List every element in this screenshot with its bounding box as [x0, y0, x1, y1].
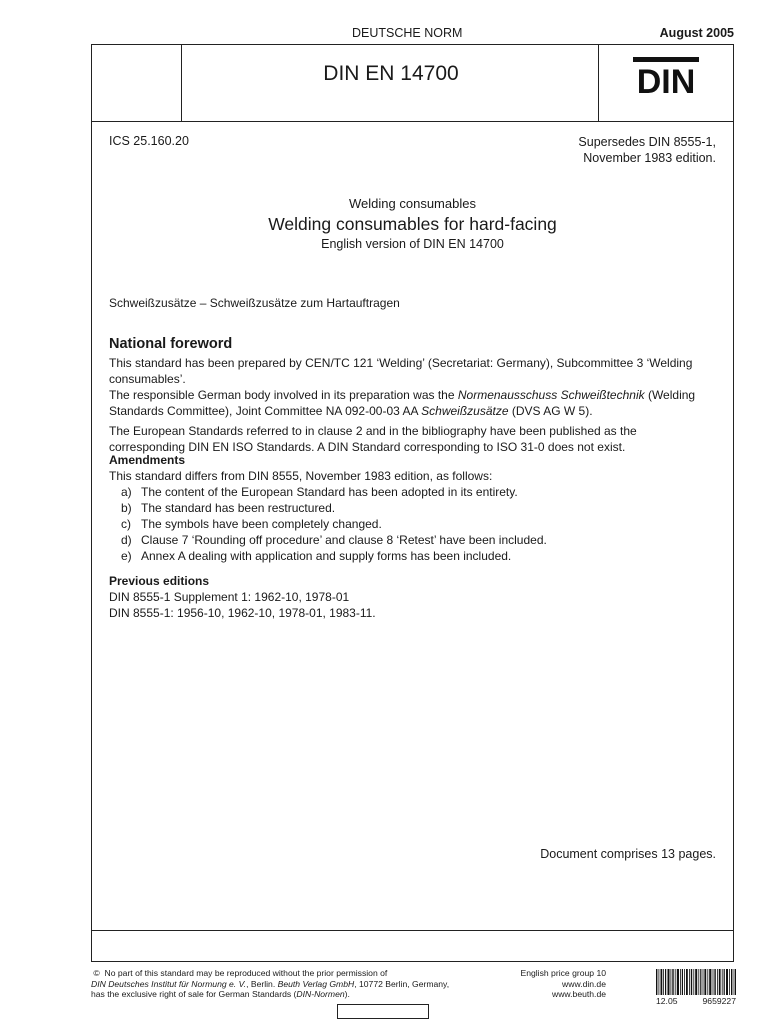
supersedes-line: November 1983 edition. [583, 151, 716, 165]
text-run: has the exclusive right of sale for German Standards ( [91, 989, 297, 999]
list-item [121, 484, 715, 500]
previous-editions-section [109, 573, 715, 621]
list-item [121, 548, 715, 564]
text-run: Beuth Verlag GmbH [277, 978, 355, 989]
text-run: , Berlin. [246, 978, 278, 989]
ics-code: ICS 25.160.20 [109, 134, 189, 148]
din-logo [633, 57, 699, 102]
list-text: The content of the European Standard has been adopted in its entirety. [141, 485, 518, 499]
text-run: The responsible German body involved in its preparation was the [109, 388, 458, 402]
previous-editions-heading: Previous editions [109, 574, 210, 588]
previous-edition-line: DIN 8555-1: 1956-10, 1962-10, 1978-01, 1983-11. [109, 606, 376, 620]
text-run: (DVS AG W 5). [508, 404, 593, 418]
barcode [656, 969, 736, 995]
list-text: Clause 7 ‘Rounding off procedure’ and clause 8 ‘Retest’ have been included. [141, 533, 547, 547]
price-group: English price group 10 [520, 968, 606, 978]
svg-text:DIN: DIN [636, 63, 696, 97]
document-title: Welding consumables for hard-facing [268, 214, 557, 234]
website-link[interactable]: www.din.de [562, 978, 606, 989]
publication-date: August 2005 [659, 26, 734, 40]
document-subject: Welding consumables [349, 196, 476, 211]
list-item [121, 500, 715, 516]
list-text: Annex A dealing with application and supply forms has been included. [141, 549, 512, 563]
barcode-numbers [656, 996, 736, 1007]
amendments-heading: Amendments [109, 453, 186, 467]
supersedes-note [578, 134, 716, 166]
frame-divider [92, 930, 733, 931]
empty-box [337, 1004, 429, 1019]
list-label: b) [121, 501, 132, 515]
foreword-paragraph: This standard has been prepared by CEN/TC 121 ‘Welding’ (Secretariat: Germany), Subcommittee 3 ‘Welding consumables’. [109, 356, 693, 386]
list-item [121, 516, 715, 532]
supersedes-line: Supersedes DIN 8555-1, [578, 135, 716, 149]
copyright-line [91, 968, 511, 979]
copyright-notice [91, 968, 511, 1000]
list-text: The standard has been restructured. [141, 501, 336, 515]
list-label: d) [121, 533, 132, 547]
text-run: ). [344, 989, 350, 999]
standard-type: DEUTSCHE NORM [352, 26, 463, 40]
amendments-section [109, 452, 715, 564]
foreword-paragraph [109, 387, 715, 419]
barcode-right-number: 9659227 [702, 996, 736, 1006]
foreword-heading: National foreword [109, 336, 233, 352]
text-run: Schweißzusätze [421, 404, 509, 418]
barcode-left-number: 12.05 [656, 996, 678, 1006]
list-label: c) [121, 517, 131, 531]
list-label: e) [121, 549, 132, 563]
document-number: DIN EN 14700 [323, 62, 459, 85]
price-info [510, 968, 606, 1000]
copyright-line [91, 989, 511, 1000]
foreword-body [109, 355, 715, 455]
copyright-line [91, 979, 511, 990]
text-run: , 10772 Berlin, Germany, [354, 978, 450, 989]
document-version: English version of DIN EN 14700 [321, 237, 504, 251]
previous-edition-line: DIN 8555-1 Supplement 1: 1962-10, 1978-01 [109, 590, 350, 604]
amendments-intro: This standard differs from DIN 8555, November 1983 edition, as follows: [109, 469, 493, 483]
website-link[interactable]: www.beuth.de [552, 989, 606, 999]
text-run: DIN Deutsches Institut für Normung e. V. [91, 978, 247, 989]
foreword-paragraph: The European Standards referred to in clause 2 and in the bibliography have been published as the corresponding DIN EN ISO Standards. A DIN Standard corresponding to ISO 31-0 does not exist. [109, 424, 637, 454]
text-run: No part of this standard may be reproduced without the prior permission of [104, 968, 388, 978]
copyright-symbol: © [93, 968, 100, 978]
text-run: DIN-Normen [296, 989, 345, 999]
text-run: Normenausschuss Schweißtechnik [457, 388, 645, 402]
frame-divider [92, 121, 733, 122]
text-run: (Welding Standards Committee), Joint Committee NA 092-00-03 AA [109, 388, 696, 418]
list-text: The symbols have been completely changed. [141, 517, 382, 531]
german-title: Schweißzusätze – Schweißzusätze zum Hartauftragen [109, 296, 400, 310]
list-label: a) [121, 485, 132, 499]
list-item [121, 532, 715, 548]
page-count-note: Document comprises 13 pages. [540, 847, 716, 861]
